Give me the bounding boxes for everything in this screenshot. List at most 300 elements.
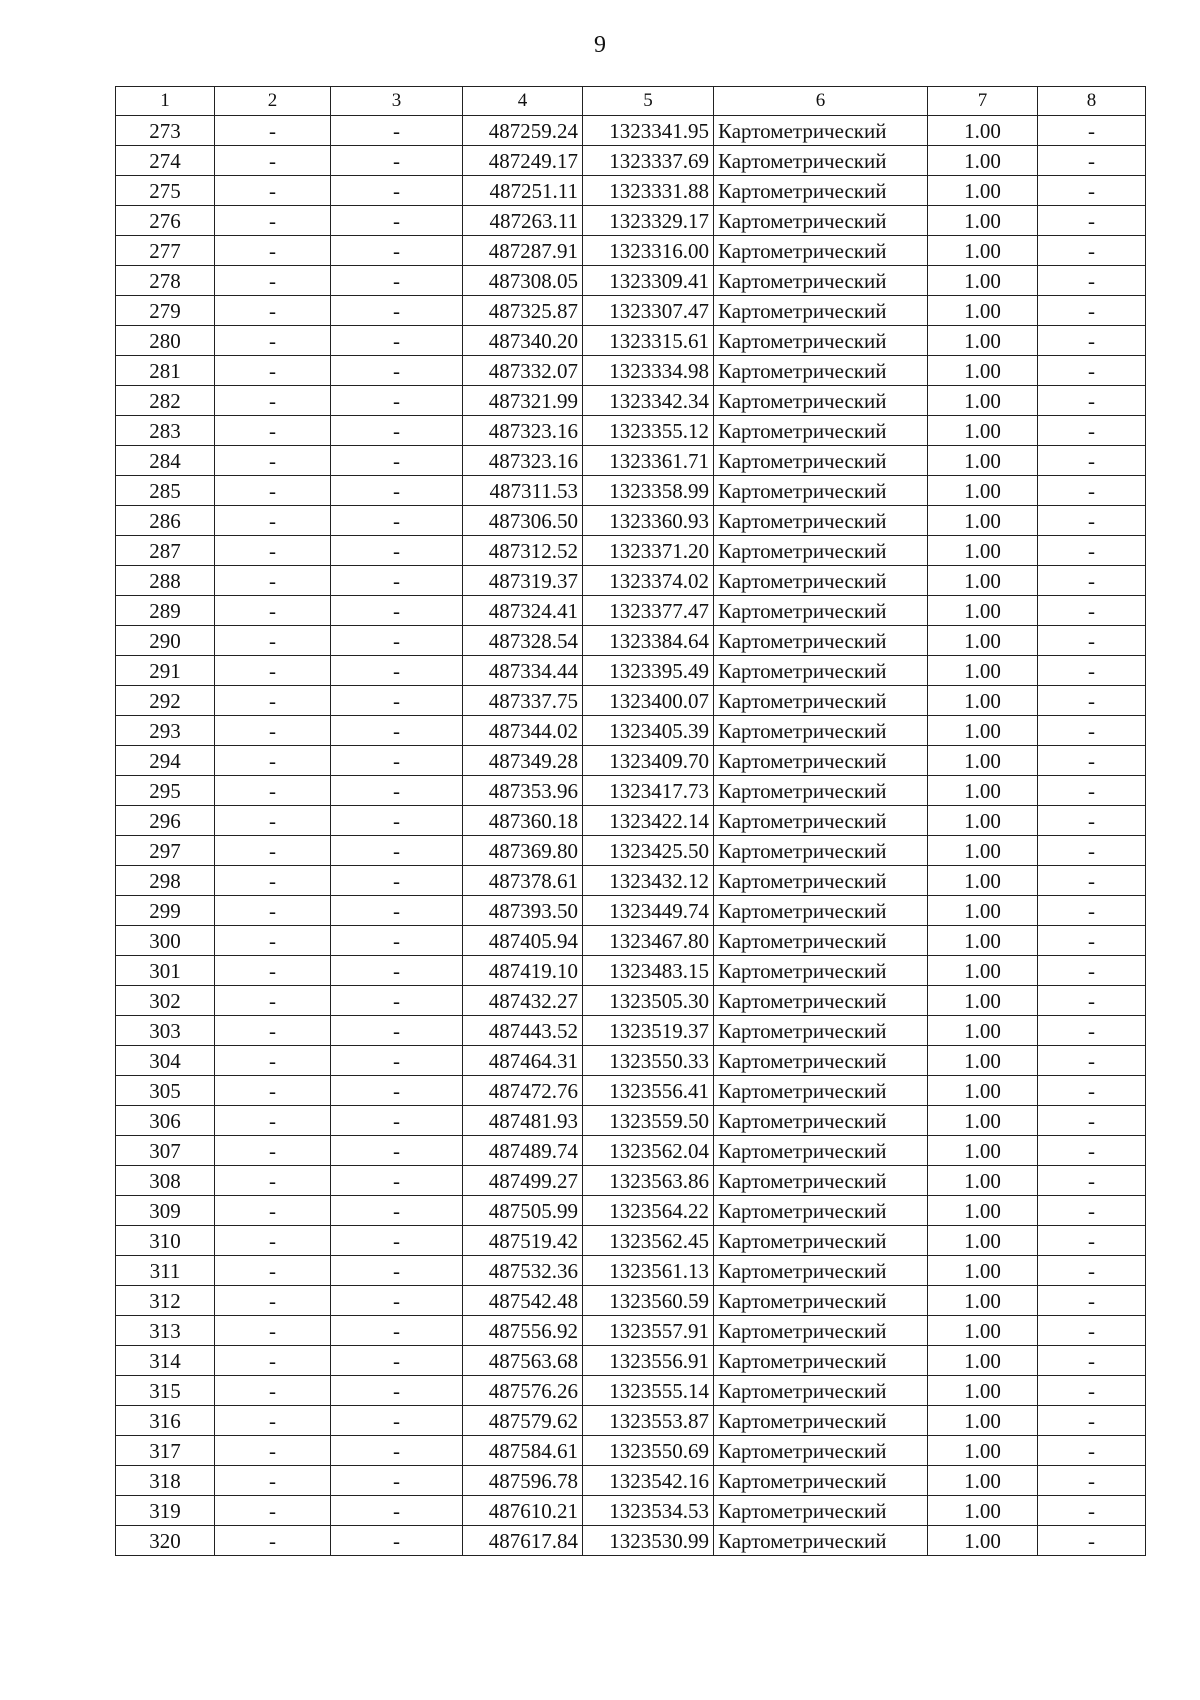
cell-col-3: - — [331, 566, 463, 596]
cell-method: Картометрический — [714, 686, 928, 716]
cell-col-8: - — [1038, 1316, 1146, 1346]
cell-accuracy: 1.00 — [928, 686, 1038, 716]
cell-col-3: - — [331, 686, 463, 716]
cell-coord-y: 1323355.12 — [583, 416, 714, 446]
cell-col-3: - — [331, 656, 463, 686]
cell-col-8: - — [1038, 1376, 1146, 1406]
cell-col-2: - — [215, 1526, 331, 1556]
cell-col-2: - — [215, 536, 331, 566]
cell-point-number: 290 — [116, 626, 215, 656]
cell-point-number: 319 — [116, 1496, 215, 1526]
cell-col-8: - — [1038, 776, 1146, 806]
cell-coord-x: 487249.17 — [463, 146, 583, 176]
cell-method: Картометрический — [714, 356, 928, 386]
cell-col-8: - — [1038, 1256, 1146, 1286]
cell-coord-y: 1323395.49 — [583, 656, 714, 686]
cell-method: Картометрический — [714, 1376, 928, 1406]
cell-col-8: - — [1038, 1046, 1146, 1076]
cell-coord-y: 1323377.47 — [583, 596, 714, 626]
cell-method: Картометрический — [714, 416, 928, 446]
table-row — [116, 356, 1146, 386]
cell-point-number: 280 — [116, 326, 215, 356]
table-row — [116, 836, 1146, 866]
cell-coord-x: 487464.31 — [463, 1046, 583, 1076]
cell-col-8: - — [1038, 536, 1146, 566]
cell-col-3: - — [331, 206, 463, 236]
cell-coord-y: 1323530.99 — [583, 1526, 714, 1556]
table-row — [116, 416, 1146, 446]
cell-coord-x: 487259.24 — [463, 116, 583, 146]
cell-method: Картометрический — [714, 1076, 928, 1106]
cell-col-8: - — [1038, 866, 1146, 896]
cell-coord-x: 487308.05 — [463, 266, 583, 296]
cell-col-8: - — [1038, 386, 1146, 416]
column-header-1: 1 — [116, 87, 215, 116]
cell-coord-x: 487321.99 — [463, 386, 583, 416]
table-row — [116, 1226, 1146, 1256]
cell-coord-x: 487472.76 — [463, 1076, 583, 1106]
cell-accuracy: 1.00 — [928, 1346, 1038, 1376]
cell-col-3: - — [331, 446, 463, 476]
cell-point-number: 288 — [116, 566, 215, 596]
cell-method: Картометрический — [714, 1466, 928, 1496]
cell-col-8: - — [1038, 596, 1146, 626]
cell-accuracy: 1.00 — [928, 1406, 1038, 1436]
cell-method: Картометрический — [714, 476, 928, 506]
cell-col-8: - — [1038, 1076, 1146, 1106]
cell-col-2: - — [215, 416, 331, 446]
cell-coord-y: 1323374.02 — [583, 566, 714, 596]
cell-col-3: - — [331, 1136, 463, 1166]
table-row — [116, 626, 1146, 656]
cell-col-2: - — [215, 866, 331, 896]
cell-col-3: - — [331, 926, 463, 956]
cell-accuracy: 1.00 — [928, 356, 1038, 386]
cell-coord-y: 1323557.91 — [583, 1316, 714, 1346]
cell-col-2: - — [215, 956, 331, 986]
cell-col-3: - — [331, 1196, 463, 1226]
cell-accuracy: 1.00 — [928, 596, 1038, 626]
cell-col-2: - — [215, 1436, 331, 1466]
cell-col-2: - — [215, 1196, 331, 1226]
cell-coord-y: 1323417.73 — [583, 776, 714, 806]
cell-coord-y: 1323425.50 — [583, 836, 714, 866]
cell-accuracy: 1.00 — [928, 746, 1038, 776]
cell-col-2: - — [215, 656, 331, 686]
table-body — [116, 116, 1146, 1556]
cell-method: Картометрический — [714, 626, 928, 656]
cell-col-2: - — [215, 1106, 331, 1136]
cell-point-number: 284 — [116, 446, 215, 476]
cell-col-2: - — [215, 446, 331, 476]
cell-coord-x: 487323.16 — [463, 416, 583, 446]
cell-accuracy: 1.00 — [928, 1226, 1038, 1256]
table-row — [116, 1016, 1146, 1046]
cell-method: Картометрический — [714, 1196, 928, 1226]
cell-col-3: - — [331, 146, 463, 176]
cell-method: Картометрический — [714, 1496, 928, 1526]
cell-coord-y: 1323534.53 — [583, 1496, 714, 1526]
cell-method: Картометрический — [714, 926, 928, 956]
cell-col-3: - — [331, 1346, 463, 1376]
cell-col-2: - — [215, 626, 331, 656]
cell-coord-x: 487532.36 — [463, 1256, 583, 1286]
cell-col-3: - — [331, 266, 463, 296]
cell-coord-y: 1323550.69 — [583, 1436, 714, 1466]
cell-col-3: - — [331, 866, 463, 896]
cell-method: Картометрический — [714, 836, 928, 866]
cell-point-number: 311 — [116, 1256, 215, 1286]
column-header-7: 7 — [928, 87, 1038, 116]
table-row — [116, 476, 1146, 506]
cell-coord-x: 487325.87 — [463, 296, 583, 326]
cell-coord-x: 487405.94 — [463, 926, 583, 956]
table-row — [116, 1346, 1146, 1376]
table-row — [116, 1376, 1146, 1406]
column-header-8: 8 — [1038, 87, 1146, 116]
cell-col-3: - — [331, 806, 463, 836]
cell-col-2: - — [215, 806, 331, 836]
table-row — [116, 1406, 1146, 1436]
table-row — [116, 1166, 1146, 1196]
cell-point-number: 293 — [116, 716, 215, 746]
cell-method: Картометрический — [714, 266, 928, 296]
cell-col-2: - — [215, 266, 331, 296]
cell-method: Картометрический — [714, 656, 928, 686]
cell-coord-y: 1323384.64 — [583, 626, 714, 656]
cell-coord-x: 487353.96 — [463, 776, 583, 806]
cell-col-2: - — [215, 686, 331, 716]
cell-coord-x: 487393.50 — [463, 896, 583, 926]
cell-col-8: - — [1038, 656, 1146, 686]
cell-col-2: - — [215, 236, 331, 266]
cell-point-number: 316 — [116, 1406, 215, 1436]
cell-method: Картометрический — [714, 1256, 928, 1286]
cell-point-number: 282 — [116, 386, 215, 416]
cell-accuracy: 1.00 — [928, 536, 1038, 566]
table-row — [116, 1466, 1146, 1496]
cell-coord-y: 1323550.33 — [583, 1046, 714, 1076]
cell-point-number: 292 — [116, 686, 215, 716]
cell-point-number: 295 — [116, 776, 215, 806]
cell-col-2: - — [215, 1046, 331, 1076]
cell-col-8: - — [1038, 1286, 1146, 1316]
cell-accuracy: 1.00 — [928, 1166, 1038, 1196]
cell-method: Картометрический — [714, 536, 928, 566]
cell-method: Картометрический — [714, 206, 928, 236]
cell-col-8: - — [1038, 1436, 1146, 1466]
cell-method: Картометрический — [714, 716, 928, 746]
cell-coord-x: 487344.02 — [463, 716, 583, 746]
cell-accuracy: 1.00 — [928, 1196, 1038, 1226]
cell-col-3: - — [331, 1316, 463, 1346]
cell-accuracy: 1.00 — [928, 926, 1038, 956]
cell-method: Картометрический — [714, 1136, 928, 1166]
cell-method: Картометрический — [714, 236, 928, 266]
page-number: 9 — [594, 32, 606, 58]
cell-coord-y: 1323561.13 — [583, 1256, 714, 1286]
cell-col-3: - — [331, 626, 463, 656]
column-header-5: 5 — [583, 87, 714, 116]
table-row — [116, 506, 1146, 536]
cell-coord-y: 1323562.04 — [583, 1136, 714, 1166]
cell-coord-y: 1323360.93 — [583, 506, 714, 536]
cell-col-8: - — [1038, 836, 1146, 866]
cell-accuracy: 1.00 — [928, 1046, 1038, 1076]
cell-accuracy: 1.00 — [928, 446, 1038, 476]
cell-coord-y: 1323564.22 — [583, 1196, 714, 1226]
cell-coord-y: 1323409.70 — [583, 746, 714, 776]
cell-coord-x: 487287.91 — [463, 236, 583, 266]
cell-coord-y: 1323422.14 — [583, 806, 714, 836]
cell-col-3: - — [331, 896, 463, 926]
table-row — [116, 686, 1146, 716]
cell-point-number: 285 — [116, 476, 215, 506]
cell-col-8: - — [1038, 416, 1146, 446]
cell-accuracy: 1.00 — [928, 386, 1038, 416]
cell-coord-x: 487576.26 — [463, 1376, 583, 1406]
cell-coord-y: 1323542.16 — [583, 1466, 714, 1496]
cell-coord-x: 487499.27 — [463, 1166, 583, 1196]
cell-coord-x: 487563.68 — [463, 1346, 583, 1376]
cell-col-2: - — [215, 1316, 331, 1346]
cell-col-8: - — [1038, 1166, 1146, 1196]
cell-point-number: 273 — [116, 116, 215, 146]
cell-col-2: - — [215, 566, 331, 596]
cell-col-3: - — [331, 776, 463, 806]
cell-col-2: - — [215, 1016, 331, 1046]
cell-coord-x: 487505.99 — [463, 1196, 583, 1226]
cell-coord-y: 1323329.17 — [583, 206, 714, 236]
cell-coord-y: 1323361.71 — [583, 446, 714, 476]
cell-col-2: - — [215, 836, 331, 866]
cell-point-number: 274 — [116, 146, 215, 176]
table-row — [116, 866, 1146, 896]
cell-col-3: - — [331, 1016, 463, 1046]
cell-point-number: 291 — [116, 656, 215, 686]
cell-col-3: - — [331, 1076, 463, 1106]
cell-coord-x: 487312.52 — [463, 536, 583, 566]
cell-coord-y: 1323553.87 — [583, 1406, 714, 1436]
cell-col-3: - — [331, 1166, 463, 1196]
column-header-3: 3 — [331, 87, 463, 116]
cell-point-number: 302 — [116, 986, 215, 1016]
cell-col-8: - — [1038, 1226, 1146, 1256]
cell-accuracy: 1.00 — [928, 1376, 1038, 1406]
cell-coord-y: 1323307.47 — [583, 296, 714, 326]
cell-point-number: 279 — [116, 296, 215, 326]
cell-coord-x: 487251.11 — [463, 176, 583, 206]
cell-accuracy: 1.00 — [928, 626, 1038, 656]
cell-col-3: - — [331, 1496, 463, 1526]
cell-method: Картометрический — [714, 1046, 928, 1076]
cell-point-number: 294 — [116, 746, 215, 776]
cell-point-number: 283 — [116, 416, 215, 446]
cell-coord-y: 1323505.30 — [583, 986, 714, 1016]
cell-point-number: 287 — [116, 536, 215, 566]
table-row — [116, 206, 1146, 236]
cell-method: Картометрический — [714, 1226, 928, 1256]
table-row — [116, 326, 1146, 356]
cell-col-8: - — [1038, 326, 1146, 356]
cell-point-number: 320 — [116, 1526, 215, 1556]
cell-col-2: - — [215, 1496, 331, 1526]
cell-accuracy: 1.00 — [928, 986, 1038, 1016]
cell-coord-y: 1323405.39 — [583, 716, 714, 746]
cell-method: Картометрический — [714, 776, 928, 806]
cell-col-3: - — [331, 476, 463, 506]
cell-col-8: - — [1038, 716, 1146, 746]
cell-col-3: - — [331, 986, 463, 1016]
cell-col-2: - — [215, 116, 331, 146]
cell-col-2: - — [215, 926, 331, 956]
cell-col-8: - — [1038, 1106, 1146, 1136]
table-row — [116, 776, 1146, 806]
cell-accuracy: 1.00 — [928, 476, 1038, 506]
cell-point-number: 275 — [116, 176, 215, 206]
cell-col-2: - — [215, 1136, 331, 1166]
cell-col-2: - — [215, 506, 331, 536]
cell-col-2: - — [215, 146, 331, 176]
table-row — [116, 1526, 1146, 1556]
cell-col-3: - — [331, 1226, 463, 1256]
cell-col-3: - — [331, 716, 463, 746]
cell-coord-y: 1323337.69 — [583, 146, 714, 176]
cell-col-2: - — [215, 746, 331, 776]
cell-method: Картометрический — [714, 326, 928, 356]
cell-method: Картометрический — [714, 1016, 928, 1046]
cell-col-2: - — [215, 386, 331, 416]
cell-method: Картометрический — [714, 116, 928, 146]
cell-coord-y: 1323559.50 — [583, 1106, 714, 1136]
cell-coord-y: 1323342.34 — [583, 386, 714, 416]
cell-coord-x: 487340.20 — [463, 326, 583, 356]
cell-method: Картометрический — [714, 1346, 928, 1376]
cell-col-3: - — [331, 746, 463, 776]
cell-point-number: 307 — [116, 1136, 215, 1166]
cell-col-8: - — [1038, 236, 1146, 266]
cell-col-2: - — [215, 776, 331, 806]
cell-accuracy: 1.00 — [928, 266, 1038, 296]
cell-point-number: 277 — [116, 236, 215, 266]
cell-accuracy: 1.00 — [928, 1076, 1038, 1106]
cell-col-8: - — [1038, 1346, 1146, 1376]
cell-col-2: - — [215, 1376, 331, 1406]
cell-coord-y: 1323371.20 — [583, 536, 714, 566]
table-row — [116, 116, 1146, 146]
cell-method: Картометрический — [714, 146, 928, 176]
cell-col-2: - — [215, 1226, 331, 1256]
cell-coord-y: 1323341.95 — [583, 116, 714, 146]
table-row — [116, 926, 1146, 956]
column-header-4: 4 — [463, 87, 583, 116]
cell-coord-x: 487610.21 — [463, 1496, 583, 1526]
cell-col-2: - — [215, 326, 331, 356]
cell-col-3: - — [331, 1406, 463, 1436]
cell-col-3: - — [331, 596, 463, 626]
cell-method: Картометрический — [714, 566, 928, 596]
table-row — [116, 236, 1146, 266]
cell-point-number: 300 — [116, 926, 215, 956]
cell-point-number: 299 — [116, 896, 215, 926]
cell-coord-x: 487332.07 — [463, 356, 583, 386]
cell-point-number: 312 — [116, 1286, 215, 1316]
table-row — [116, 1046, 1146, 1076]
cell-coord-x: 487349.28 — [463, 746, 583, 776]
table-row — [116, 716, 1146, 746]
cell-col-3: - — [331, 326, 463, 356]
cell-method: Картометрический — [714, 446, 928, 476]
cell-method: Картометрический — [714, 386, 928, 416]
cell-coord-x: 487263.11 — [463, 206, 583, 236]
cell-col-3: - — [331, 1376, 463, 1406]
cell-accuracy: 1.00 — [928, 866, 1038, 896]
cell-coord-y: 1323400.07 — [583, 686, 714, 716]
cell-coord-y: 1323483.15 — [583, 956, 714, 986]
table-row — [116, 386, 1146, 416]
cell-col-8: - — [1038, 986, 1146, 1016]
cell-col-3: - — [331, 296, 463, 326]
table-row — [116, 1106, 1146, 1136]
cell-coord-y: 1323315.61 — [583, 326, 714, 356]
cell-method: Картометрический — [714, 176, 928, 206]
cell-point-number: 278 — [116, 266, 215, 296]
header-row — [116, 87, 1146, 116]
cell-method: Картометрический — [714, 746, 928, 776]
cell-col-8: - — [1038, 1496, 1146, 1526]
cell-col-3: - — [331, 1436, 463, 1466]
cell-accuracy: 1.00 — [928, 416, 1038, 446]
cell-col-8: - — [1038, 1526, 1146, 1556]
table-row — [116, 806, 1146, 836]
cell-coord-x: 487432.27 — [463, 986, 583, 1016]
cell-col-2: - — [215, 476, 331, 506]
cell-accuracy: 1.00 — [928, 656, 1038, 686]
cell-coord-y: 1323555.14 — [583, 1376, 714, 1406]
cell-coord-y: 1323560.59 — [583, 1286, 714, 1316]
cell-col-2: - — [215, 896, 331, 926]
cell-col-2: - — [215, 1346, 331, 1376]
table-header — [116, 87, 1146, 116]
cell-point-number: 276 — [116, 206, 215, 236]
cell-method: Картометрический — [714, 296, 928, 326]
cell-coord-x: 487617.84 — [463, 1526, 583, 1556]
cell-method: Картометрический — [714, 1166, 928, 1196]
cell-col-2: - — [215, 1256, 331, 1286]
cell-coord-y: 1323556.91 — [583, 1346, 714, 1376]
cell-point-number: 296 — [116, 806, 215, 836]
cell-accuracy: 1.00 — [928, 506, 1038, 536]
cell-col-8: - — [1038, 1406, 1146, 1436]
cell-coord-x: 487443.52 — [463, 1016, 583, 1046]
cell-method: Картометрический — [714, 1316, 928, 1346]
cell-accuracy: 1.00 — [928, 326, 1038, 356]
cell-col-3: - — [331, 1256, 463, 1286]
cell-coord-x: 487596.78 — [463, 1466, 583, 1496]
cell-col-8: - — [1038, 626, 1146, 656]
cell-col-3: - — [331, 1526, 463, 1556]
cell-accuracy: 1.00 — [928, 566, 1038, 596]
cell-accuracy: 1.00 — [928, 806, 1038, 836]
table-row — [116, 596, 1146, 626]
cell-point-number: 318 — [116, 1466, 215, 1496]
cell-point-number: 281 — [116, 356, 215, 386]
cell-col-8: - — [1038, 1466, 1146, 1496]
cell-coord-y: 1323563.86 — [583, 1166, 714, 1196]
cell-coord-y: 1323562.45 — [583, 1226, 714, 1256]
cell-accuracy: 1.00 — [928, 1436, 1038, 1466]
cell-accuracy: 1.00 — [928, 236, 1038, 266]
